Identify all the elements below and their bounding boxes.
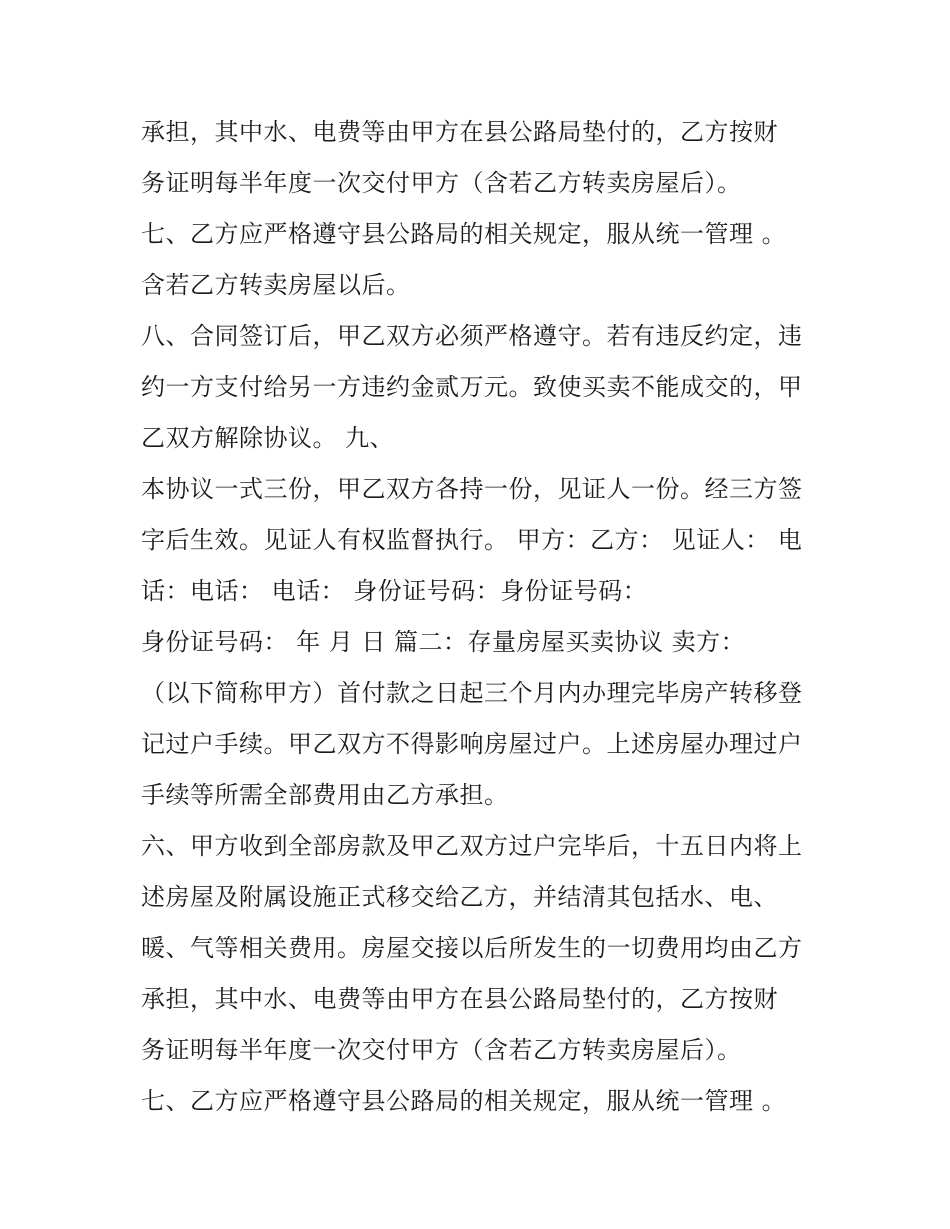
text-line: 务证明每半年度一次交付甲方（含若乙方转卖房屋后）。 — [141, 169, 742, 197]
text-line: 暖、气等相关费用。房屋交接以后所发生的一切费用均由乙方 — [141, 934, 803, 962]
text-line: 含若乙方转卖房屋以后。 — [141, 271, 411, 299]
text-line: 七、乙方应严格遵守县公路局的相关规定，服从统一管理 。 — [141, 1087, 787, 1115]
text-line: 手续等所需全部费用由乙方承担。 — [141, 781, 509, 809]
text-line: 承担，其中水、电费等由甲方在县公路局垫付的，乙方按财 — [141, 985, 778, 1013]
text-line: 约一方支付给另一方违约金贰万元。致使买卖不能成交的，甲 — [141, 373, 803, 401]
text-line: 八、合同签订后，甲乙双方必须严格遵守。若有违反约定，违 — [141, 322, 803, 350]
text-line: 六、甲方收到全部房款及甲乙双方过户完毕后，十五日内将上 — [141, 832, 803, 860]
text-line: 本协议一式三份，甲乙双方各持一份，见证人一份。经三方签 — [141, 475, 803, 503]
text-line: 述房屋及附属设施正式移交给乙方，并结清其包括水、电、 — [141, 883, 778, 911]
text-line: 话：电话： 电话： 身份证号码：身份证号码： — [141, 577, 648, 605]
text-line: 承担，其中水、电费等由甲方在县公路局垫付的，乙方按财 — [141, 118, 778, 146]
text-line: 字后生效。见证人有权监督执行。 甲方：乙方： 见证人： 电 — [141, 526, 803, 554]
text-line: 记过户手续。甲乙双方不得影响房屋过户。上述房屋办理过户 — [141, 730, 803, 758]
text-line: 务证明每半年度一次交付甲方（含若乙方转卖房屋后）。 — [141, 1036, 742, 1064]
text-line: （以下简称甲方）首付款之日起三个月内办理完毕房产转移登 — [141, 679, 803, 707]
text-line: 七、乙方应严格遵守县公路局的相关规定，服从统一管理 。 — [141, 220, 787, 248]
text-line: 身份证号码： 年 月 日 篇二：存量房屋买卖协议 卖方： — [141, 628, 746, 656]
text-line: 乙双方解除协议。 九、 — [141, 424, 395, 452]
document-body — [141, 107, 831, 1127]
